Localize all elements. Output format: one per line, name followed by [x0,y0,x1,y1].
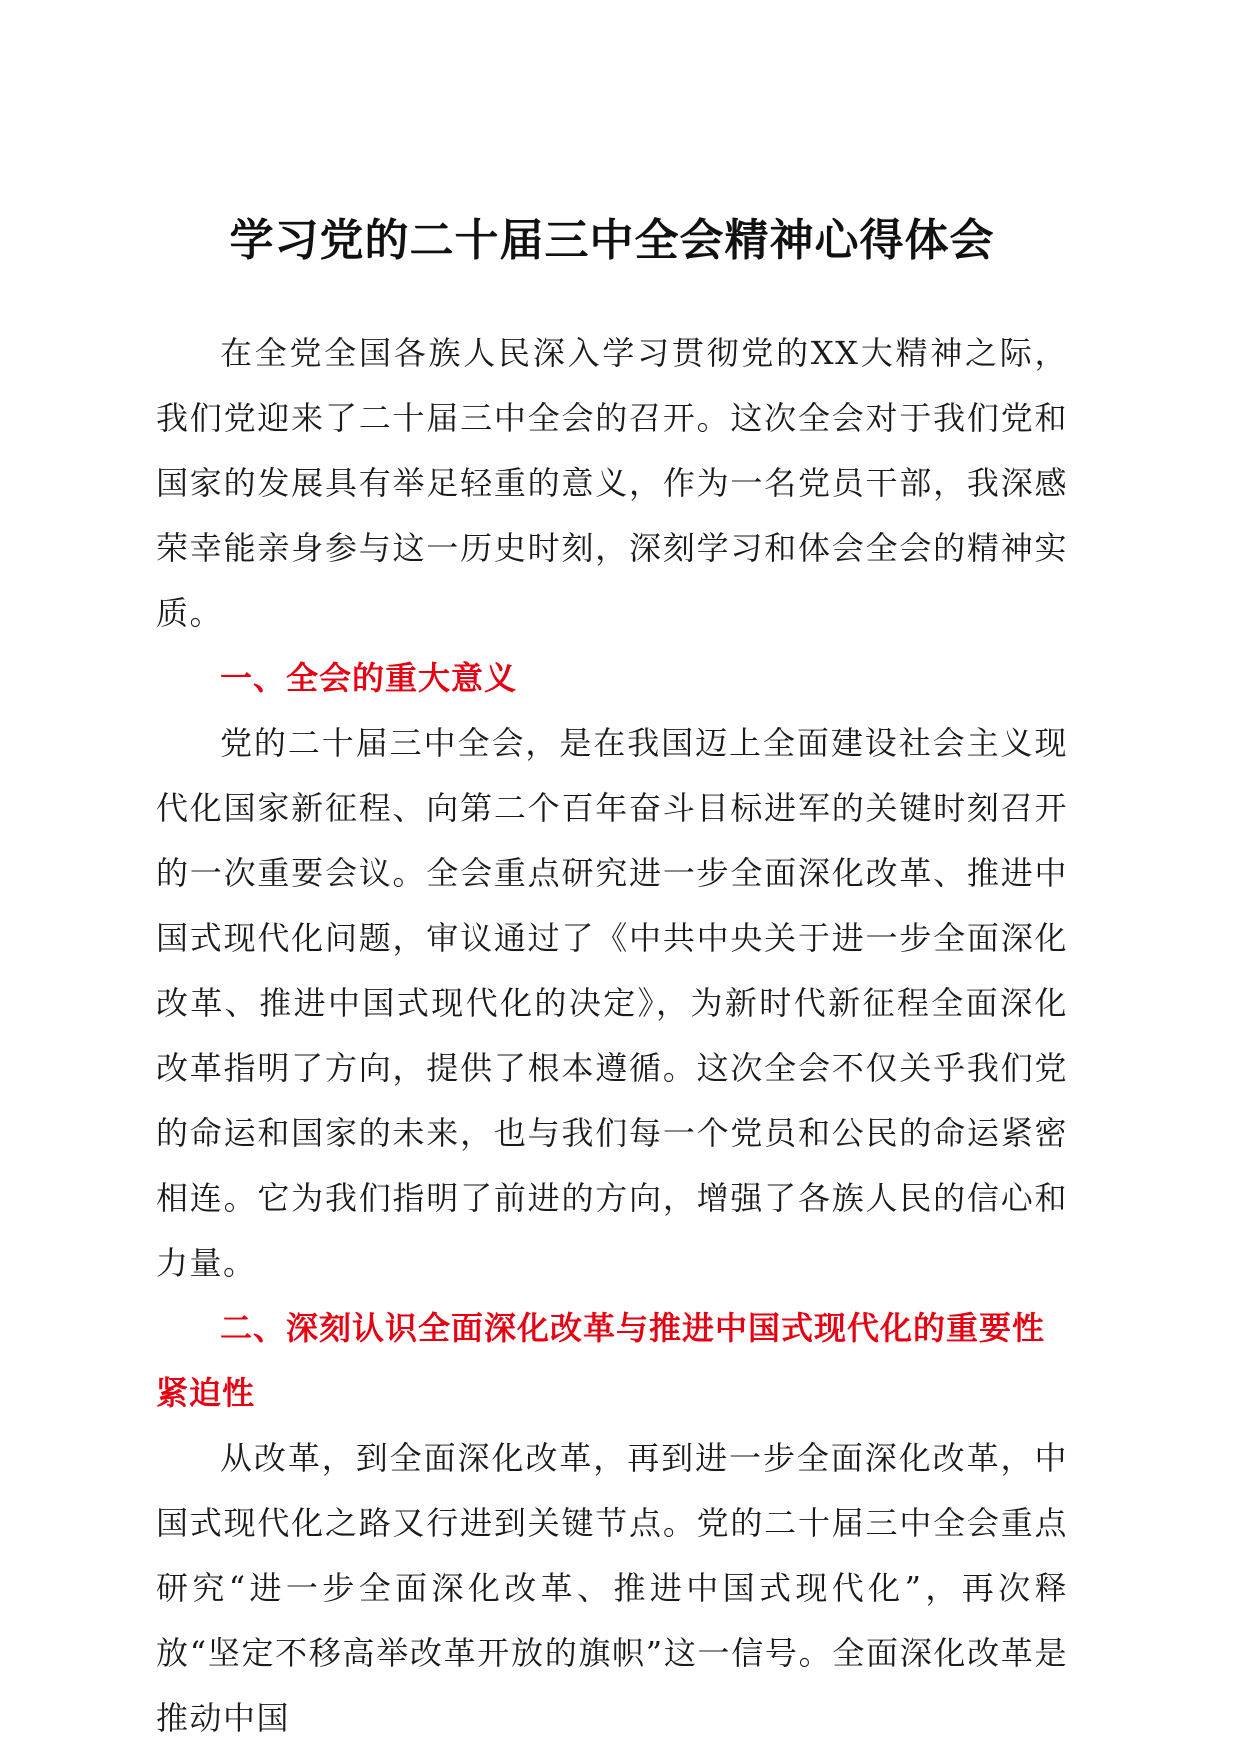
section-body-reform-importance: 从改革，到全面深化改革，再到进一步全面深化改革，中国式现代化之路又行进到关键节点。党的二十届三中全会重点研究“进一步全面深化改革、推进中国式现代化”，再次释放“坚定不移高举改革开放的旗帜”这一信号。全面深化改革是推动中国 [156,1439,1068,1737]
intro-paragraph: 在全党全国各族人民深入学习贯彻党的XX大精神之际，我们党迎来了二十届三中全会的召开。这次全会对于我们党和国家的发展具有举足轻重的意义，作为一名党员干部，我深感荣幸能亲身参与这一历史时刻，深刻学习和体会全会的精神实质。 [156,334,1068,632]
section-heading-reform-importance: 二、深刻认识全面深化改革与推进中国式现代化的重要性紧迫性 [156,1309,1046,1412]
document-content [156,205,1068,1751]
section-heading-significance: 一、全会的重大意义 [220,659,518,697]
section-body-significance: 党的二十届三中全会，是在我国迈上全面建设社会主义现代化国家新征程、向第二个百年奋斗目标进军的关键时刻召开的一次重要会议。全会重点研究进一步全面深化改革、推进中国式现代化问题，审议通过了《中共中央关于进一步全面深化改革、推进中国式现代化的决定》，为新时代新征程全面深化改革指明了方向，提供了根本遵循。这次全会不仅关乎我们党的命运和国家的未来，也与我们每一个党员和公民的命运紧密相连。它为我们指明了前进的方向，增强了各族人民的信心和力量。 [156,724,1068,1282]
document-title: 学习党的二十届三中全会精神心得体会 [229,215,995,266]
